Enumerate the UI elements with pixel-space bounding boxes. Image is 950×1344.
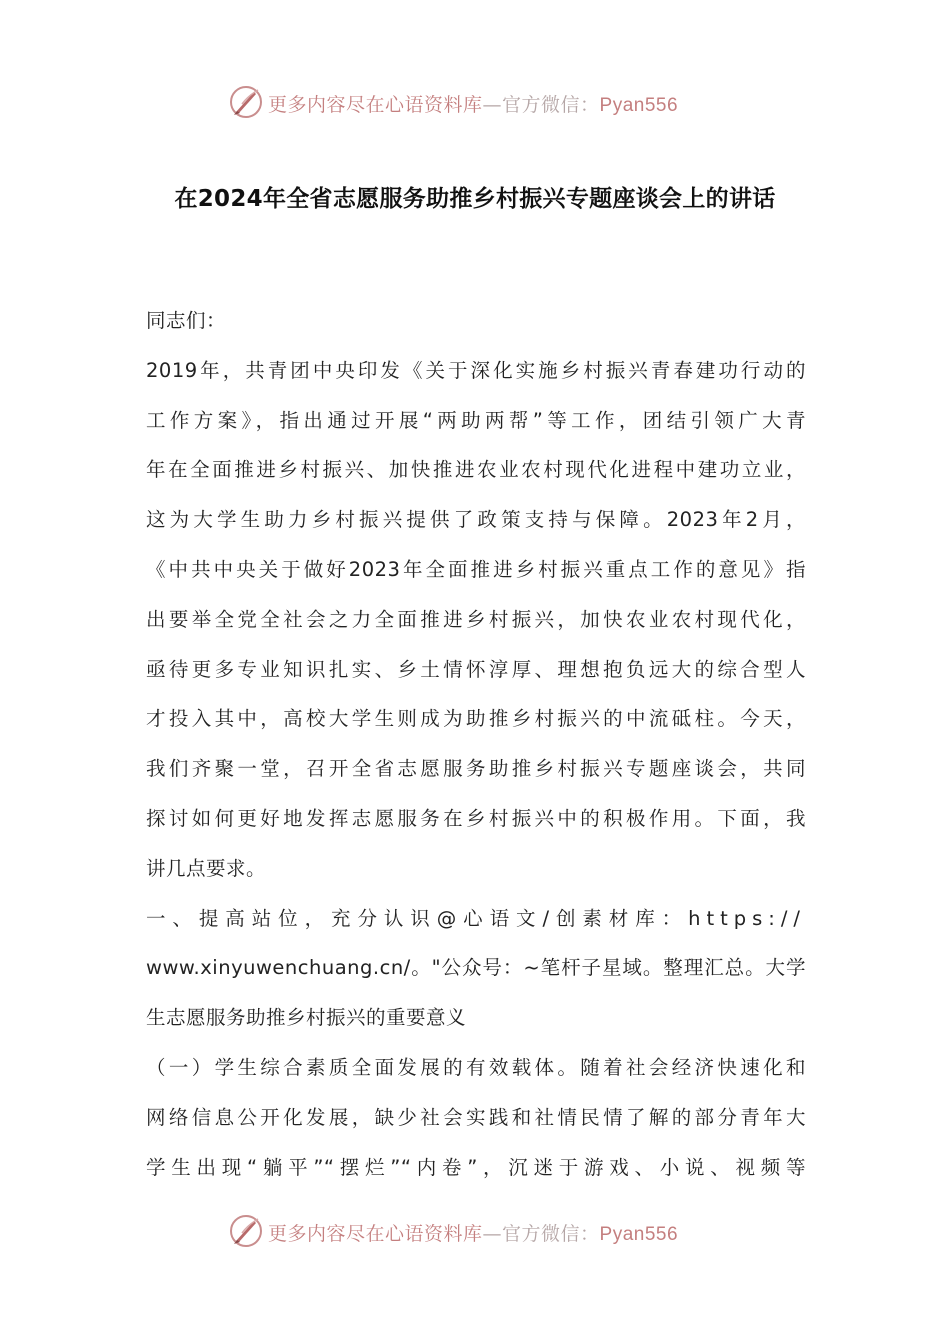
watermark-text — [268, 1219, 678, 1246]
body-line: 亟待更多专业知识扎实、乡土情怀淳厚、理想抱负远大的综合型人 — [146, 657, 806, 681]
document-title: 在2024年全省志愿服务助推乡村振兴专题座谈会上的讲话 — [174, 186, 776, 212]
body-line: （一）学生综合素质全面发展的有效载体。随着社会经济快速化和 — [146, 1055, 806, 1079]
body-line: 我们齐聚一堂，召开全省志愿服务助推乡村振兴专题座谈会，共同 — [146, 757, 806, 781]
body-line: 学生出现“躺平”“摆烂”“内卷”，沉迷于游戏、小说、视频等 — [146, 1155, 806, 1179]
document-body — [146, 296, 806, 1192]
body-line: 探讨如何更好地发挥志愿服务在乡村振兴中的积极作用。下面，我 — [146, 806, 806, 830]
body-line: 讲几点要求。 — [146, 856, 267, 880]
section-heading-line: www.xinyuwenchuang.cn/。"公众号：~笔杆子星域。整理汇总。大学 — [146, 956, 806, 980]
watermark-wechat-id: Pyan556 — [599, 95, 679, 116]
body-line: 年在全面推进乡村振兴、加快推进农业农村现代化进程中建功立业， — [146, 458, 806, 482]
watermark-wechat-label: 官方微信： — [502, 94, 600, 116]
watermark-wechat-label: 官方微信： — [502, 1223, 600, 1245]
watermark-dash: — — [482, 1223, 503, 1245]
body-line: 工作方案》，指出通过开展“两助两帮”等工作，团结引领广大青 — [146, 408, 806, 432]
body-line: 网络信息公开化发展，缺少社会实践和社情民情了解的部分青年大 — [146, 1105, 806, 1129]
watermark-site: 更多内容尽在心语资料库 — [268, 94, 483, 116]
watermark-banner-bottom — [0, 1211, 950, 1251]
quill-pen-logo-icon — [228, 84, 264, 120]
watermark-site: 更多内容尽在心语资料库 — [268, 1223, 483, 1245]
body-line: 这为大学生助力乡村振兴提供了政策支持与保障。2023年2月， — [146, 508, 806, 532]
body-line: 2019年，共青团中央印发《关于深化实施乡村振兴青春建功行动的 — [146, 358, 806, 382]
section-heading-line: 生志愿服务助推乡村振兴的重要意义 — [146, 1006, 467, 1030]
body-line: 出要举全党全社会之力全面推进乡村振兴，加快农业农村现代化， — [146, 607, 806, 631]
watermark-text — [268, 90, 678, 117]
watermark-dash: — — [482, 94, 503, 116]
section-heading-line: 一、提高站位，充分认识@心语文/创素材库：https:// — [146, 906, 806, 930]
body-line: 《中共中央关于做好2023年全面推进乡村振兴重点工作的意见》指 — [146, 557, 806, 581]
watermark-banner-top — [0, 82, 950, 122]
body-line: 同志们： — [146, 309, 227, 332]
watermark-wechat-id: Pyan556 — [599, 1224, 679, 1245]
quill-pen-logo-icon — [228, 1213, 264, 1249]
body-line: 才投入其中，高校大学生则成为助推乡村振兴的中流砥柱。今天， — [146, 707, 806, 731]
